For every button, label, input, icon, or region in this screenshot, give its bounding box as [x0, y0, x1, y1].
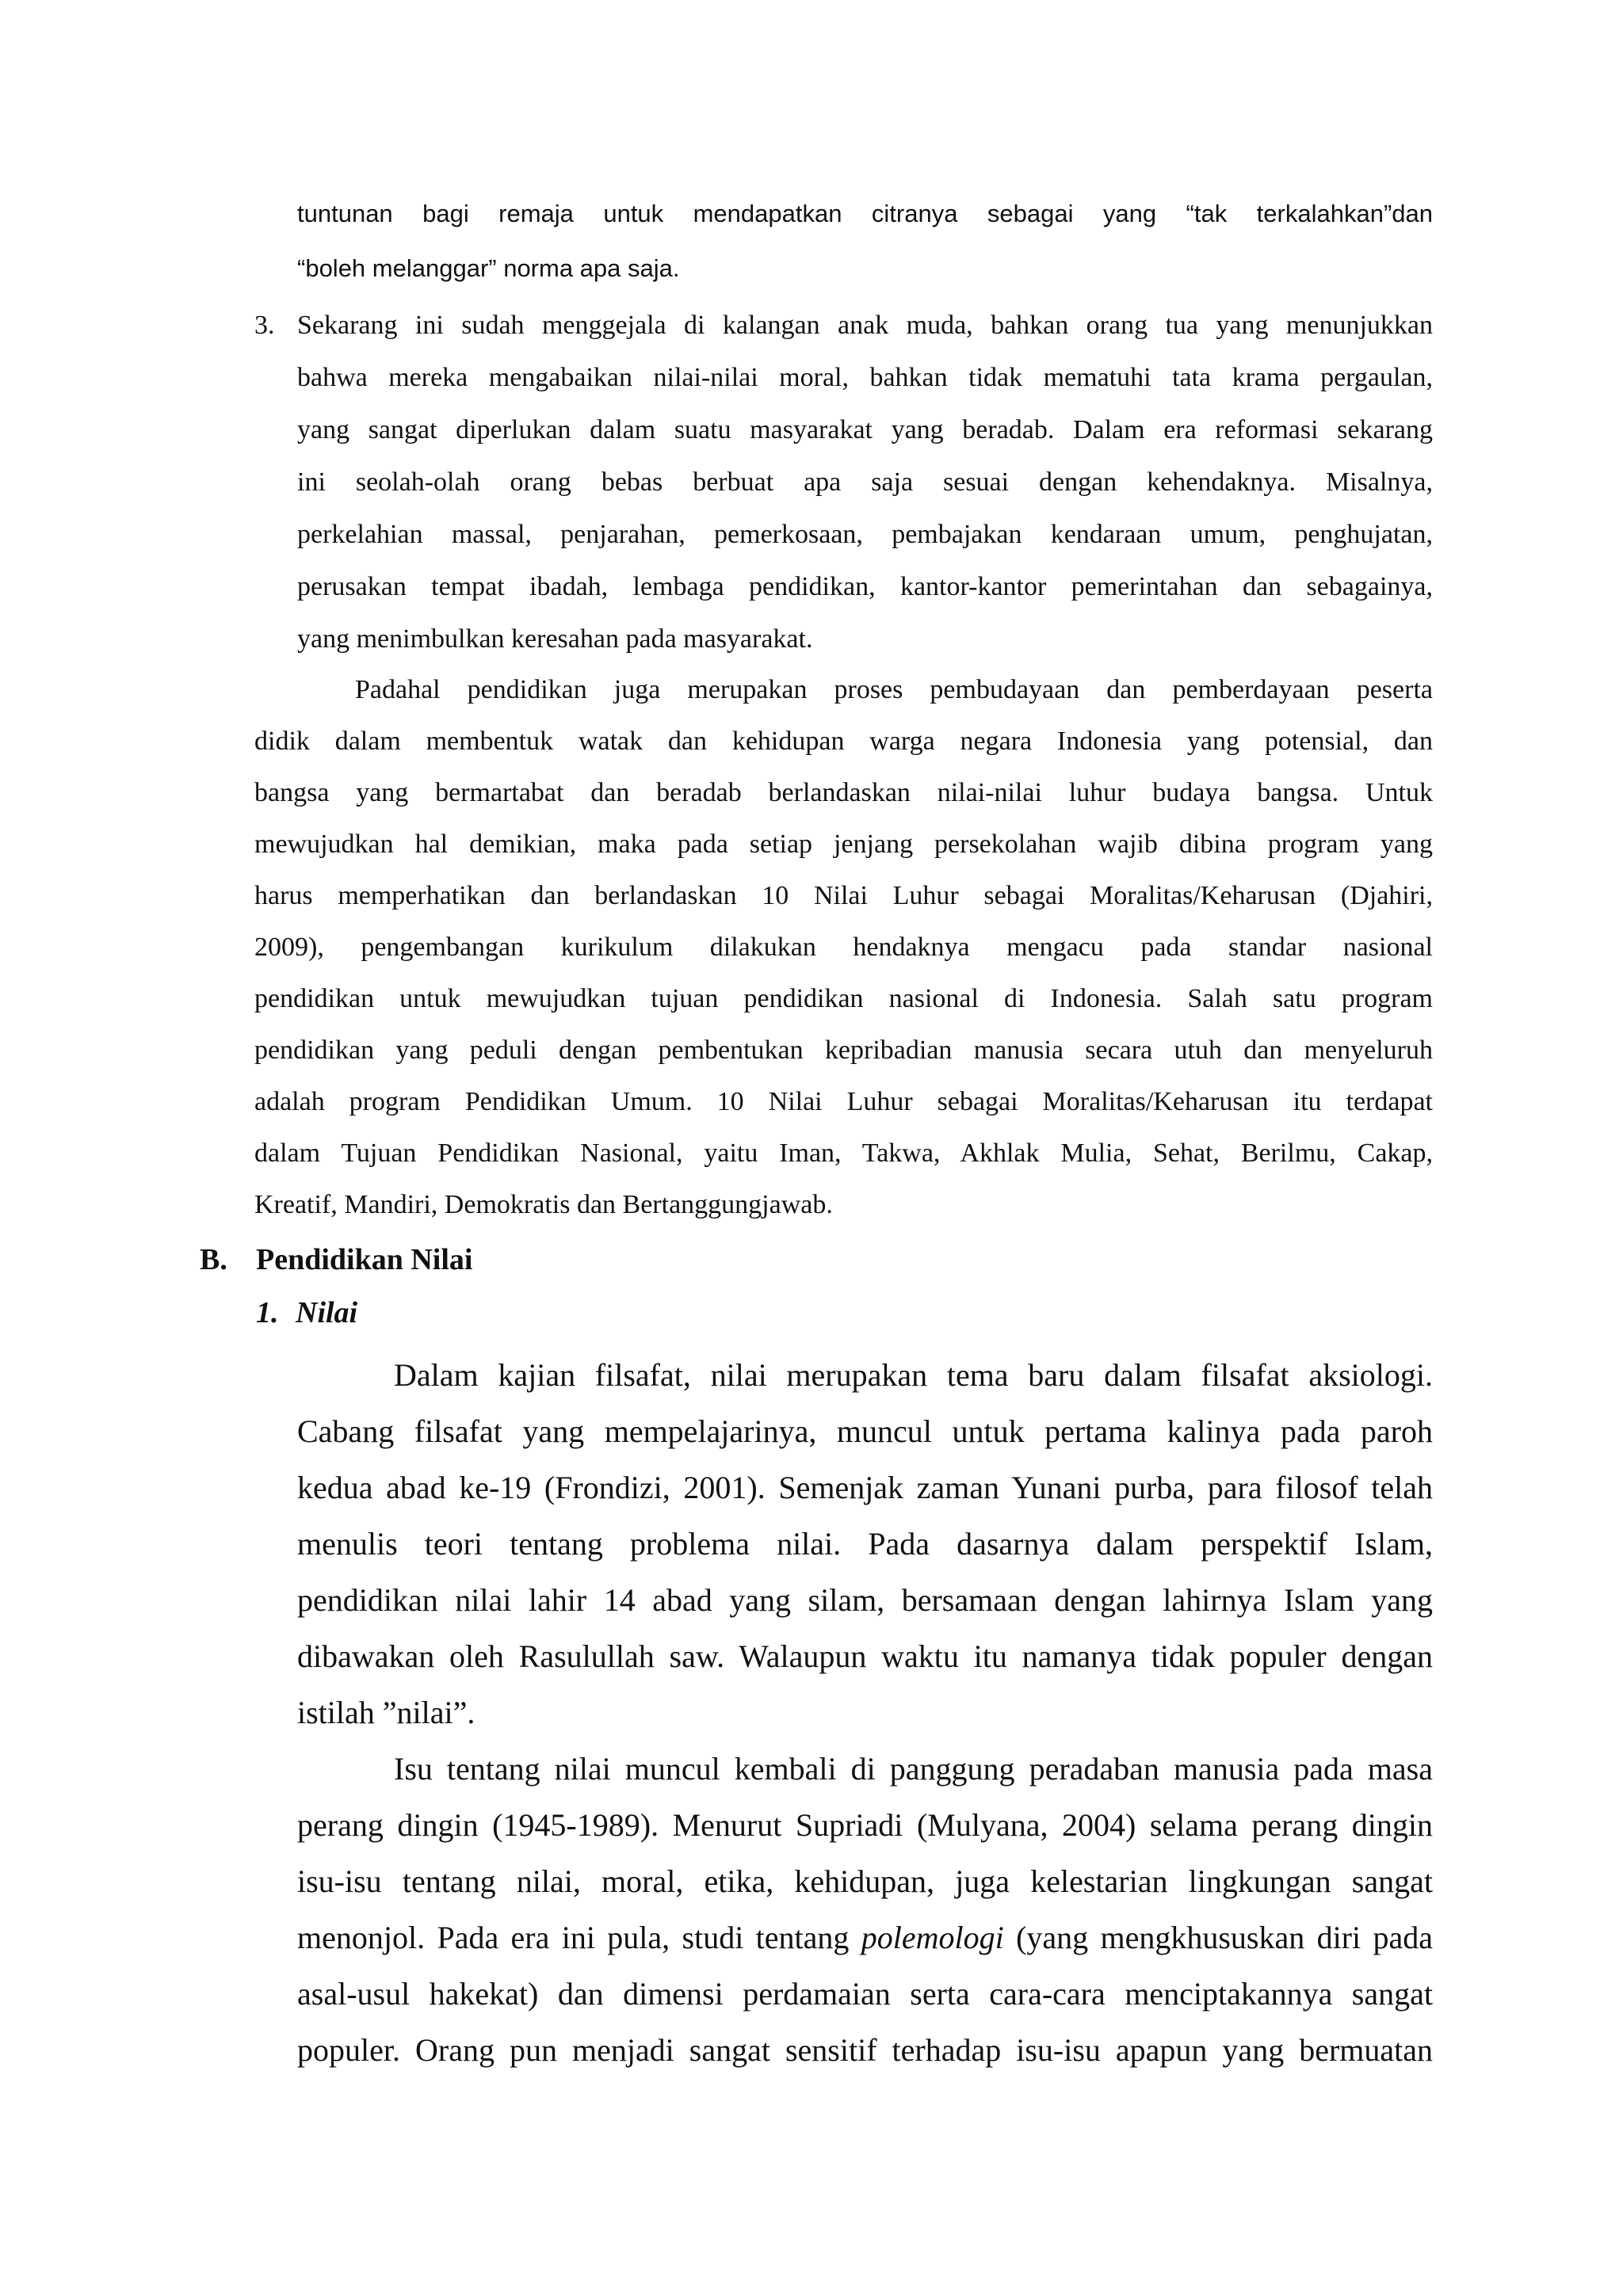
paragraph-line: Kreatif, Mandiri, Demokratis dan Bertanggungjawab. [254, 1190, 833, 1219]
paragraph-line: menulis teori tentang problema nilai. Pada dasarnya dalam perspektif Islam, [297, 1526, 1433, 1562]
paragraph-line: pendidikan untuk mewujudkan tujuan pendidikan nasional di Indonesia. Salah satu program [254, 984, 1433, 1013]
section-title: Pendidikan Nilai [256, 1243, 473, 1276]
section-label: B. [200, 1243, 227, 1276]
text-run: (yang mengkhususkan diri pada [1003, 1920, 1433, 1955]
paragraph-line: harus memperhatikan dan berlandaskan 10 Nilai Luhur sebagai Moralitas/Keharusan (Djahiri, [254, 881, 1433, 910]
paragraph-line: perang dingin (1945-1989). Menurut Supriadi (Mulyana, 2004) selama perang dingin [297, 1807, 1433, 1843]
paragraph-line: isu-isu tentang nilai, moral, etika, kehidupan, juga kelestarian lingkungan sangat [297, 1863, 1433, 1899]
paragraph-line: Padahal pendidikan juga merupakan proses pembudayaan dan pemberdayaan peserta [355, 675, 1433, 704]
paragraph-line: Dalam kajian filsafat, nilai merupakan tema baru dalam filsafat aksiologi. [394, 1357, 1433, 1393]
italic-term: polemologi [861, 1920, 1004, 1955]
subsection-label: 1. [256, 1296, 279, 1329]
paragraph-line: Isu tentang nilai muncul kembali di panggung peradaban manusia pada masa [394, 1751, 1433, 1787]
continuation-line: tuntunan bagi remaja untuk mendapatkan citranya sebagai yang “tak terkalahkan”dan [297, 200, 1433, 227]
paragraph-line: bangsa yang bermartabat dan beradab berlandaskan nilai-nilai luhur budaya bangsa. Untuk [254, 778, 1433, 807]
paragraph-line: kedua abad ke-19 (Frondizi, 2001). Semenjak zaman Yunani purba, para filosof telah [297, 1470, 1433, 1505]
list-item-line: bahwa mereka mengabaikan nilai-nilai moral, bahkan tidak mematuhi tata krama pergaulan, [297, 363, 1433, 392]
list-item-line: perkelahian massal, penjarahan, pemerkosaan, pembajakan kendaraan umum, penghujatan, [297, 520, 1433, 549]
paragraph-line: populer. Orang pun menjadi sangat sensitif terhadap isu-isu apapun yang bermuatan [297, 2032, 1433, 2068]
list-item-line: perusakan tempat ibadah, lembaga pendidikan, kantor-kantor pemerintahan dan sebagainya, [297, 572, 1433, 601]
paragraph-line: mewujudkan hal demikian, maka pada setiap jenjang persekolahan wajib dibina program yang [254, 830, 1433, 859]
paragraph-line: dibawakan oleh Rasulullah saw. Walaupun waktu itu namanya tidak populer dengan [297, 1638, 1433, 1674]
paragraph-line: Cabang filsafat yang mempelajarinya, muncul untuk pertama kalinya pada paroh [297, 1413, 1433, 1449]
subsection-title: Nilai [296, 1296, 358, 1329]
text-run: menonjol. Pada era ini pula, studi tentang [297, 1920, 861, 1955]
paragraph-line: didik dalam membentuk watak dan kehidupan warga negara Indonesia yang potensial, dan [254, 727, 1433, 756]
list-item-line: ini seolah-olah orang bebas berbuat apa saja sesuai dengan kehendaknya. Misalnya, [297, 467, 1433, 497]
paragraph-line: istilah ”nilai”. [297, 1695, 475, 1730]
paragraph-line: pendidikan nilai lahir 14 abad yang silam, bersamaan dengan lahirnya Islam yang [297, 1582, 1433, 1618]
paragraph-line: 2009), pengembangan kurikulum dilakukan hendaknya mengacu pada standar nasional [254, 933, 1433, 962]
list-item-number: 3. [254, 311, 275, 340]
list-item-line: Sekarang ini sudah menggejala di kalangan anak muda, bahkan orang tua yang menunjukkan [297, 311, 1433, 340]
continuation-line: “boleh melanggar” norma apa saja. [297, 254, 680, 282]
paragraph-line: pendidikan yang peduli dengan pembentukan kepribadian manusia secara utuh dan menyeluruh [254, 1035, 1433, 1065]
list-item-line: yang menimbulkan keresahan pada masyarakat. [297, 624, 813, 654]
list-item-line: yang sangat diperlukan dalam suatu masyarakat yang beradab. Dalam era reformasi sekarang [297, 415, 1433, 444]
paragraph-line: adalah program Pendidikan Umum. 10 Nilai Luhur sebagai Moralitas/Keharusan itu terdapat [254, 1087, 1433, 1116]
paragraph-line [297, 1919, 1433, 1956]
paragraph-line: dalam Tujuan Pendidikan Nasional, yaitu Iman, Takwa, Akhlak Mulia, Sehat, Berilmu, Cakap, [254, 1138, 1433, 1168]
paragraph-line: asal-usul hakekat) dan dimensi perdamaian serta cara-cara menciptakannya sangat [297, 1976, 1433, 2012]
